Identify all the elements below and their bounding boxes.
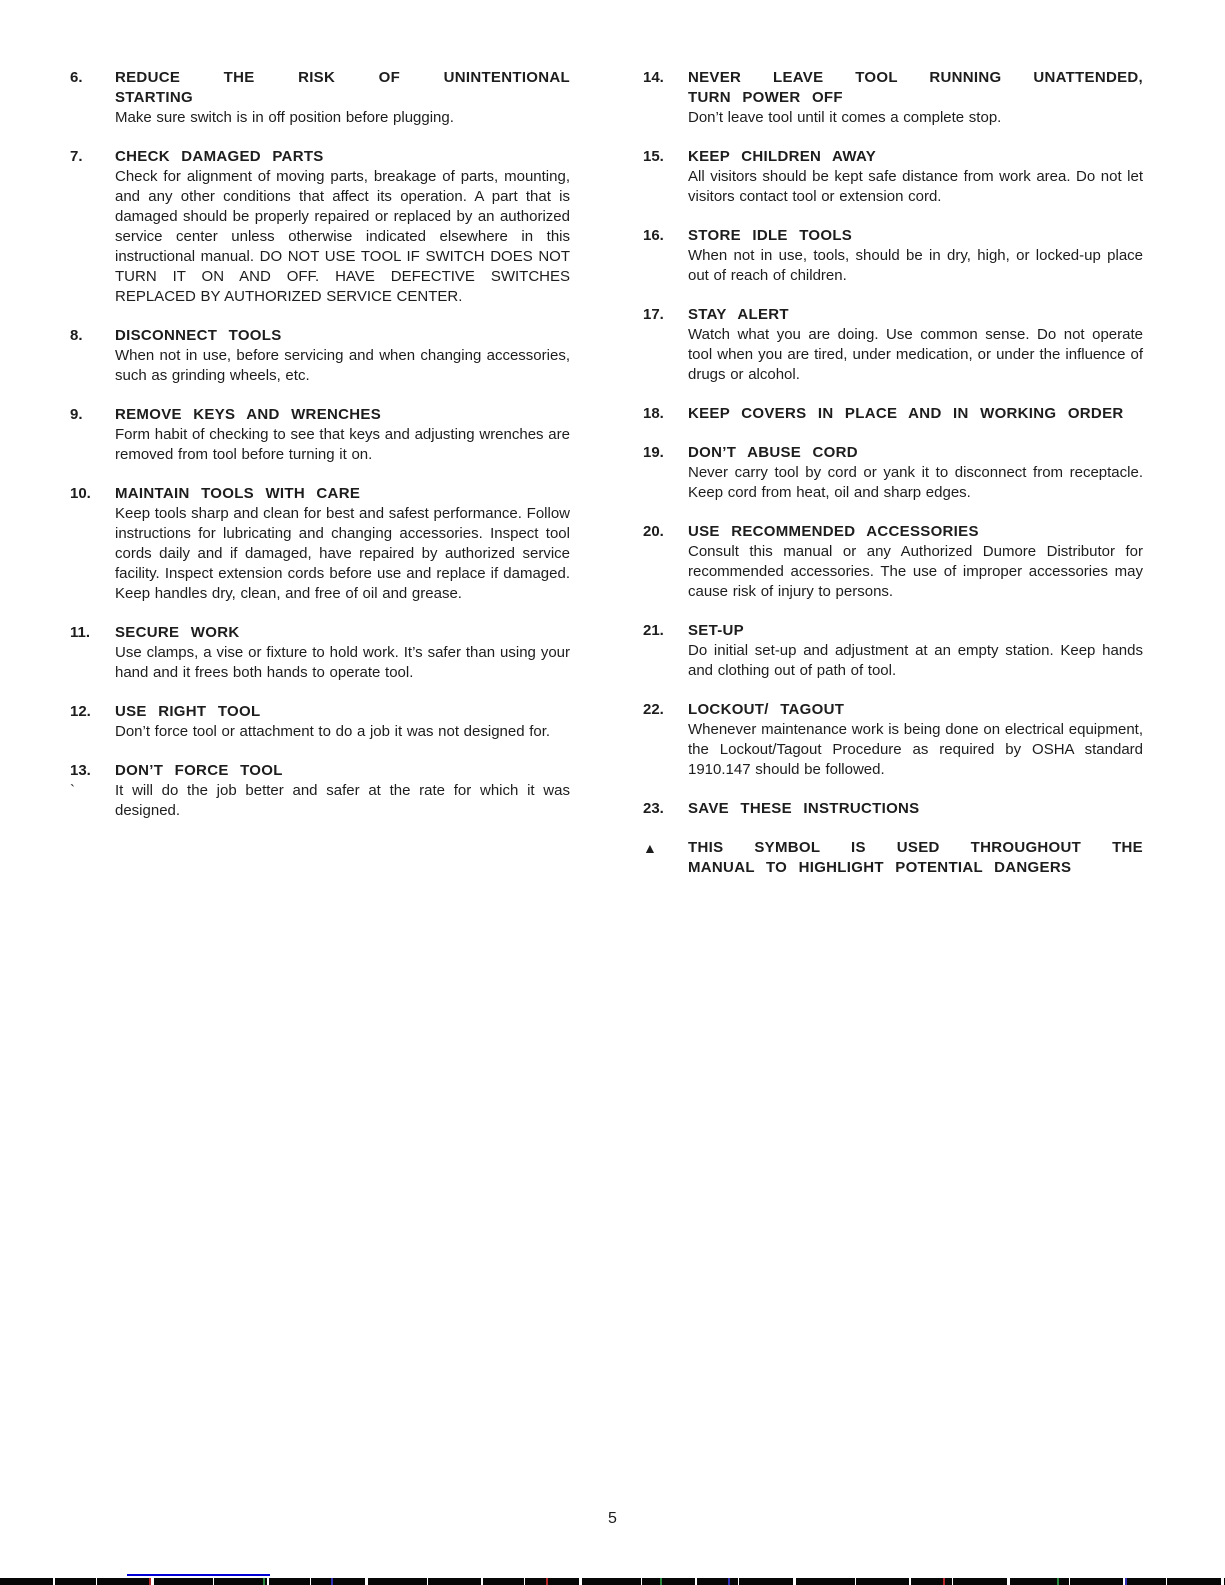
safety-item-8 xyxy=(70,326,570,386)
item-content xyxy=(688,838,1143,878)
item-number xyxy=(643,305,688,385)
item-number xyxy=(70,326,115,386)
safety-item-16 xyxy=(643,226,1143,286)
item-title: SAVE THESE INSTRUCTIONS xyxy=(688,800,920,817)
item-content xyxy=(115,761,570,821)
item-body: Watch what you are doing. Use common sense. Do not operate tool when you are tired, under medication, or under the influence of drugs or alcohol. xyxy=(688,326,1143,383)
item-body: Don’t leave tool until it comes a complete stop. xyxy=(688,109,1002,126)
item-body: Do initial set-up and adjustment at an empty station. Keep hands and clothing out of path of tool. xyxy=(688,642,1143,679)
item-number xyxy=(643,404,688,424)
item-number-text: 23. xyxy=(643,800,664,817)
warning-symbol-note xyxy=(643,838,1143,878)
item-body: Never carry tool by cord or yank it to disconnect from receptacle. Keep cord from heat, oil and sharp edges. xyxy=(688,464,1143,501)
safety-item-18 xyxy=(643,404,1143,424)
item-body: All visitors should be kept safe distance from work area. Do not let visitors contact tool or extension cord. xyxy=(688,168,1143,205)
item-title: USE RIGHT TOOL xyxy=(115,703,261,720)
item-body: Consult this manual or any Authorized Dumore Distributor for recommended accessories. The use of improper accessories may cause risk of injury to persons. xyxy=(688,543,1143,600)
item-body: Whenever maintenance work is being done on electrical equipment, the Lockout/Tagout Procedure as required by OSHA standard 1910.147 should be followed. xyxy=(688,721,1143,778)
item-title: REDUCE THE RISK OF UNINTENTIONAL xyxy=(115,69,570,86)
item-title: STORE IDLE TOOLS xyxy=(688,227,853,244)
item-number-text: 9. xyxy=(70,406,83,423)
item-body: It will do the job better and safer at the rate for which it was designed. xyxy=(115,782,570,819)
item-title-line2: MANUAL TO HIGHLIGHT POTENTIAL DANGERS xyxy=(688,859,1072,876)
item-body: When not in use, before servicing and when changing accessories, such as grinding wheels, etc. xyxy=(115,347,570,384)
item-number xyxy=(643,443,688,503)
item-content xyxy=(115,326,570,386)
item-content xyxy=(688,305,1143,385)
item-title: SET-UP xyxy=(688,622,744,639)
item-number xyxy=(70,761,115,821)
item-title: USE RECOMMENDED ACCESSORIES xyxy=(688,523,979,540)
safety-item-14 xyxy=(643,68,1143,128)
item-title-line2: TURN POWER OFF xyxy=(688,89,843,106)
item-title: DON’T ABUSE CORD xyxy=(688,444,858,461)
item-number-text: 19. xyxy=(643,444,664,461)
item-title: MAINTAIN TOOLS WITH CARE xyxy=(115,485,361,502)
item-title: STAY ALERT xyxy=(688,306,789,323)
right-column xyxy=(643,68,1143,897)
item-title: THIS SYMBOL IS USED THROUGHOUT THE xyxy=(688,839,1143,856)
safety-item-17 xyxy=(643,305,1143,385)
item-content xyxy=(115,405,570,465)
item-number xyxy=(643,700,688,780)
safety-item-15 xyxy=(643,147,1143,207)
item-content xyxy=(688,443,1143,503)
scan-edge-artifact xyxy=(0,1578,1225,1585)
item-number xyxy=(70,623,115,683)
item-number xyxy=(643,838,688,878)
item-content xyxy=(115,702,570,742)
item-number-text: 6. xyxy=(70,69,83,86)
safety-item-23 xyxy=(643,799,1143,819)
item-content xyxy=(688,799,1143,819)
item-number-text: 21. xyxy=(643,622,664,639)
item-title: LOCKOUT/ TAGOUT xyxy=(688,701,845,718)
safety-item-7 xyxy=(70,147,570,307)
item-title: SECURE WORK xyxy=(115,624,240,641)
item-content xyxy=(688,700,1143,780)
safety-item-13 xyxy=(70,761,570,821)
blue-line-artifact xyxy=(127,1574,270,1576)
item-number xyxy=(70,484,115,604)
item-title: REMOVE KEYS AND WRENCHES xyxy=(115,406,382,423)
item-title-line2: STARTING xyxy=(115,89,193,106)
item-number xyxy=(643,226,688,286)
safety-item-6 xyxy=(70,68,570,128)
item-body: When not in use, tools, should be in dry, high, or locked-up place out of reach of children. xyxy=(688,247,1143,284)
item-content xyxy=(115,623,570,683)
two-column-layout xyxy=(70,68,1143,897)
item-title: KEEP CHILDREN AWAY xyxy=(688,148,877,165)
item-title: KEEP COVERS IN PLACE AND IN WORKING ORDER xyxy=(688,405,1124,422)
safety-item-19 xyxy=(643,443,1143,503)
item-number-text: 15. xyxy=(643,148,664,165)
item-title: NEVER LEAVE TOOL RUNNING UNATTENDED, xyxy=(688,69,1143,86)
item-body: Don’t force tool or attachment to do a job it was not designed for. xyxy=(115,723,551,740)
item-number xyxy=(70,147,115,307)
item-number-text: 14. xyxy=(643,69,664,86)
safety-item-10 xyxy=(70,484,570,604)
item-number xyxy=(643,522,688,602)
item-content xyxy=(688,226,1143,286)
item-content xyxy=(688,68,1143,128)
item-number xyxy=(70,405,115,465)
safety-item-20 xyxy=(643,522,1143,602)
safety-item-9 xyxy=(70,405,570,465)
item-number xyxy=(70,702,115,742)
warning-triangle-icon: ▲ xyxy=(643,840,657,856)
item-number xyxy=(643,621,688,681)
item-number-text: 17. xyxy=(643,306,664,323)
item-number-text: 11. xyxy=(70,624,91,641)
item-number-text: 12. xyxy=(70,703,91,720)
item-content xyxy=(688,147,1143,207)
item-body: Check for alignment of moving parts, breakage of parts, mounting, and any other conditions that affect its operation. A part that is damaged should be properly repaired or replaced by an authorized service center unless otherwise indicated elsewhere in this instructional manual. DO NOT USE TOOL IF SWITCH DOES NOT TURN IT ON AND OFF. HAVE DEFECTIVE SWITCHES REPLACED BY AUTHORIZED SERVICE CENTER. xyxy=(115,168,570,305)
item-number xyxy=(643,799,688,819)
item-number-text: 22. xyxy=(643,701,664,718)
item-title: DON’T FORCE TOOL xyxy=(115,762,283,779)
item-number xyxy=(70,68,115,128)
item-number-text: 18. xyxy=(643,405,664,422)
safety-item-11 xyxy=(70,623,570,683)
item-title: CHECK DAMAGED PARTS xyxy=(115,148,324,165)
item-body: Make sure switch is in off position before plugging. xyxy=(115,109,454,126)
item-number xyxy=(643,68,688,128)
left-column xyxy=(70,68,570,897)
item-number-text: 7. xyxy=(70,148,83,165)
item-content xyxy=(688,522,1143,602)
item-number xyxy=(643,147,688,207)
item-content xyxy=(115,147,570,307)
safety-item-12 xyxy=(70,702,570,742)
item-body: Form habit of checking to see that keys and adjusting wrenches are removed from tool before turning it on. xyxy=(115,426,570,463)
item-content xyxy=(688,621,1143,681)
item-title: DISCONNECT TOOLS xyxy=(115,327,282,344)
stray-backtick-mark: ` xyxy=(70,782,75,799)
item-number-text: 20. xyxy=(643,523,664,540)
item-content xyxy=(115,68,570,128)
item-content xyxy=(115,484,570,604)
item-number-text: 10. xyxy=(70,485,91,502)
item-number-text: 16. xyxy=(643,227,664,244)
item-body: Use clamps, a vise or fixture to hold work. It’s safer than using your hand and it frees both hands to operate tool. xyxy=(115,644,570,681)
item-content xyxy=(688,404,1143,424)
item-number-text: 13. xyxy=(70,762,91,779)
item-body: Keep tools sharp and clean for best and safest performance. Follow instructions for lubricating and changing accessories. Inspect tool cords daily and if damaged, have repaired by authorized service facility. Inspect extension cords before use and replace if damaged. Keep handles dry, clean, and free of oil and grease. xyxy=(115,505,570,602)
page-number: 5 xyxy=(608,1510,617,1527)
safety-item-21 xyxy=(643,621,1143,681)
safety-item-22 xyxy=(643,700,1143,780)
item-number-text: 8. xyxy=(70,327,83,344)
